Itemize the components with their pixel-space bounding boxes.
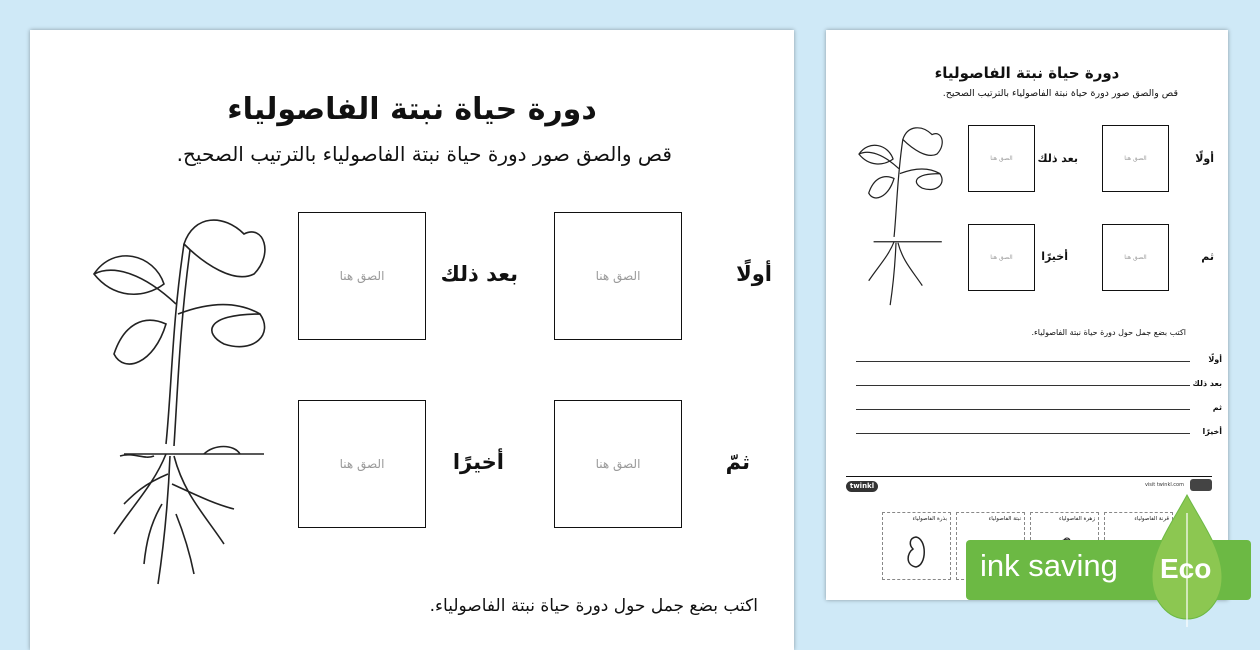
thumb-label-first: أولًا — [1195, 152, 1214, 165]
label-then: ثمّ — [725, 450, 750, 474]
thumb-writing-instruction: اكتب بضع جمل حول دورة حياة نبتة الفاصولياء. — [1031, 328, 1186, 337]
paste-here-text: الصق هنا — [339, 269, 385, 283]
writing-line-then[interactable] — [856, 396, 1224, 412]
thumb-plant-illustration — [838, 120, 954, 310]
writing-label: أخيرًا — [1202, 427, 1222, 436]
thumb-title: دورة حياة نبتة الفاصولياء — [934, 64, 1120, 82]
paste-here-text: الصق هنا — [990, 155, 1013, 162]
thumb-label-then: ثم — [1201, 250, 1214, 263]
eco-drop-icon — [1150, 493, 1224, 627]
writing-label: أولًا — [1208, 355, 1222, 364]
bean-plant-illustration — [54, 204, 286, 594]
paste-box-next[interactable] — [298, 212, 426, 340]
paste-here-text: الصق هنا — [1124, 155, 1147, 162]
writing-label: بعد ذلك — [1192, 379, 1222, 388]
thumb-paste-box-last[interactable] — [968, 224, 1035, 291]
worksheet-page-large — [30, 30, 794, 650]
label-next: بعد ذلك — [440, 262, 518, 286]
card-label: بذرة الفاصولياء — [912, 516, 947, 522]
paste-here-text: الصق هنا — [595, 269, 641, 283]
page-title: دورة حياة نبتة الفاصولياء — [227, 92, 597, 127]
bean-seed-icon — [903, 535, 929, 569]
paste-box-then[interactable] — [554, 400, 682, 528]
paste-box-last[interactable] — [298, 400, 426, 528]
thumb-label-last: أخيرًا — [1041, 250, 1068, 263]
writing-line-last[interactable] — [856, 420, 1224, 436]
label-last: أخيرًا — [452, 450, 504, 474]
footer-strip — [846, 476, 1212, 493]
thumb-label-next: بعد ذلك — [1037, 152, 1078, 165]
page-subtitle: قص والصق صور دورة حياة نبتة الفاصولياء بالترتيب الصحيح. — [176, 142, 672, 166]
paste-here-text: الصق هنا — [339, 457, 385, 471]
writing-line-first[interactable] — [856, 348, 1224, 364]
paste-here-text: الصق هنا — [990, 254, 1013, 261]
thumb-subtitle: قص والصق صور دورة حياة نبتة الفاصولياء بالترتيب الصحيح. — [942, 88, 1178, 99]
paste-box-first[interactable] — [554, 212, 682, 340]
badge-icon — [1190, 479, 1212, 491]
footer-url: visit twinkl.com — [1144, 482, 1184, 488]
writing-instruction: اكتب بضع جمل حول دورة حياة نبتة الفاصولياء. — [429, 596, 758, 616]
eco-text: Eco — [1160, 553, 1212, 584]
card-label: نبتة الفاصولياء — [988, 516, 1021, 522]
cutout-card-seed[interactable] — [882, 512, 951, 580]
writing-line-next[interactable] — [856, 372, 1224, 388]
thumb-paste-box-first[interactable] — [1102, 125, 1169, 192]
card-label: قرنة الفاصولياء — [1134, 516, 1169, 522]
label-first: أولًا — [736, 262, 772, 286]
card-label: زهرة الفاصولياء — [1059, 516, 1095, 522]
ink-saving-text: ink saving — [980, 548, 1118, 583]
writing-label: ثم — [1212, 403, 1222, 412]
twinkl-logo: twinkl — [846, 481, 878, 492]
paste-here-text: الصق هنا — [595, 457, 641, 471]
paste-here-text: الصق هنا — [1124, 254, 1147, 261]
thumb-paste-box-then[interactable] — [1102, 224, 1169, 291]
thumb-paste-box-next[interactable] — [968, 125, 1035, 192]
